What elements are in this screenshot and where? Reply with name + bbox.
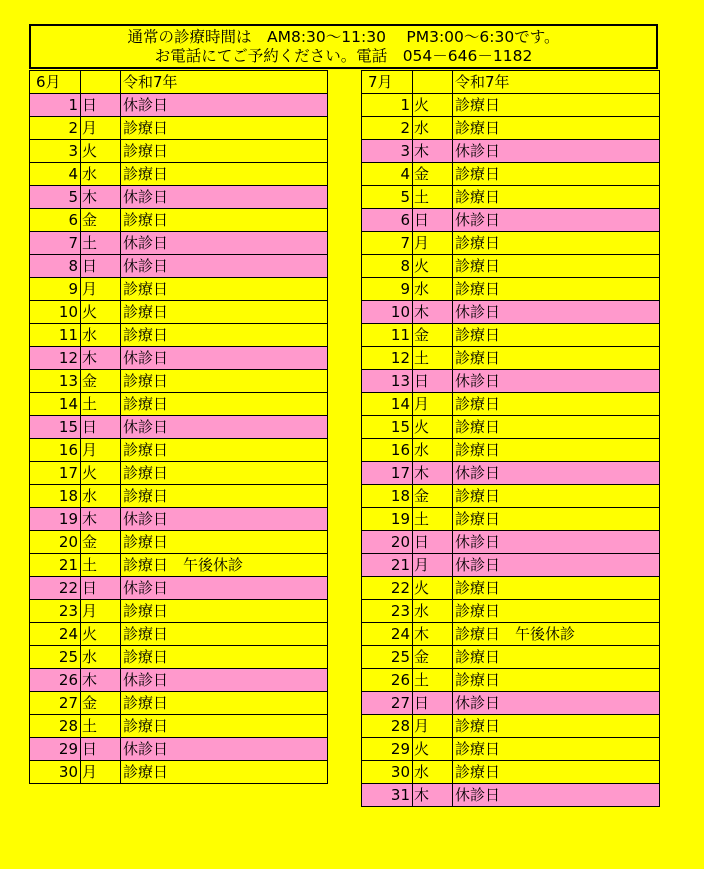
day-row xyxy=(30,232,328,255)
day-number: 11 xyxy=(362,324,413,347)
clinic-status: 診療日 xyxy=(453,186,660,209)
day-row xyxy=(362,439,660,462)
clinic-status: 休診日 xyxy=(121,508,328,531)
weekday: 木 xyxy=(81,669,121,692)
clinic-status: 診療日 xyxy=(453,324,660,347)
day-number: 3 xyxy=(30,140,81,163)
clinic-status: 休診日 xyxy=(121,669,328,692)
day-row xyxy=(362,784,660,807)
clinic-status: 診療日 xyxy=(453,508,660,531)
day-number: 22 xyxy=(30,577,81,600)
weekday: 月 xyxy=(413,232,453,255)
day-number: 5 xyxy=(362,186,413,209)
clinic-status: 診療日 xyxy=(121,485,328,508)
clinic-status: 休診日 xyxy=(121,94,328,117)
clinic-status: 休診日 xyxy=(121,186,328,209)
day-row xyxy=(362,94,660,117)
weekday: 木 xyxy=(413,784,453,807)
weekday: 金 xyxy=(81,209,121,232)
day-number: 29 xyxy=(362,738,413,761)
day-number: 16 xyxy=(30,439,81,462)
weekday: 月 xyxy=(81,117,121,140)
weekday: 木 xyxy=(81,186,121,209)
day-row xyxy=(30,416,328,439)
day-number: 29 xyxy=(30,738,81,761)
weekday: 月 xyxy=(413,393,453,416)
clinic-status: 診療日 xyxy=(453,669,660,692)
clinic-status: 診療日 xyxy=(453,439,660,462)
day-number: 20 xyxy=(362,531,413,554)
day-number: 11 xyxy=(30,324,81,347)
weekday: 日 xyxy=(81,94,121,117)
weekday: 日 xyxy=(413,370,453,393)
day-number: 14 xyxy=(362,393,413,416)
weekday: 日 xyxy=(81,255,121,278)
day-number: 15 xyxy=(30,416,81,439)
clinic-status: 休診日 xyxy=(121,577,328,600)
day-row xyxy=(362,669,660,692)
weekday: 水 xyxy=(413,761,453,784)
day-row xyxy=(30,669,328,692)
day-row xyxy=(362,600,660,623)
day-number: 25 xyxy=(362,646,413,669)
day-number: 27 xyxy=(30,692,81,715)
clinic-status: 診療日 xyxy=(453,600,660,623)
weekday: 金 xyxy=(81,370,121,393)
day-row xyxy=(362,738,660,761)
day-number: 18 xyxy=(362,485,413,508)
weekday: 日 xyxy=(81,416,121,439)
day-number: 17 xyxy=(30,462,81,485)
clinic-status: 診療日 xyxy=(453,416,660,439)
day-number: 6 xyxy=(362,209,413,232)
weekday: 木 xyxy=(413,301,453,324)
day-row xyxy=(30,738,328,761)
day-row xyxy=(30,301,328,324)
day-number: 21 xyxy=(30,554,81,577)
calendar-june xyxy=(29,70,328,784)
day-row xyxy=(362,577,660,600)
weekday: 火 xyxy=(81,623,121,646)
weekday: 木 xyxy=(413,140,453,163)
clinic-status: 診療日 xyxy=(121,140,328,163)
day-number: 13 xyxy=(362,370,413,393)
day-number: 28 xyxy=(30,715,81,738)
weekday: 木 xyxy=(81,508,121,531)
clinic-status: 診療日 xyxy=(121,715,328,738)
clinic-status: 休診日 xyxy=(121,738,328,761)
day-row xyxy=(362,508,660,531)
weekday: 火 xyxy=(413,94,453,117)
clinic-status: 診療日 xyxy=(121,531,328,554)
day-row xyxy=(30,623,328,646)
day-number: 2 xyxy=(30,117,81,140)
weekday: 火 xyxy=(81,140,121,163)
day-number: 7 xyxy=(30,232,81,255)
day-number: 13 xyxy=(30,370,81,393)
day-number: 16 xyxy=(362,439,413,462)
day-row xyxy=(30,577,328,600)
day-row xyxy=(362,209,660,232)
clinic-status: 診療日 午後休診 xyxy=(453,623,660,646)
day-row xyxy=(30,485,328,508)
weekday: 木 xyxy=(413,462,453,485)
weekday: 土 xyxy=(413,508,453,531)
clinic-status: 診療日 xyxy=(453,163,660,186)
weekday: 月 xyxy=(81,600,121,623)
clinic-status: 診療日 xyxy=(121,600,328,623)
phone-line: お電話にてご予約ください。電話 054－646－1182 xyxy=(154,47,533,65)
hours-notice xyxy=(29,24,658,69)
day-number: 1 xyxy=(362,94,413,117)
weekday: 月 xyxy=(81,439,121,462)
weekday: 土 xyxy=(81,232,121,255)
day-number: 21 xyxy=(362,554,413,577)
day-number: 15 xyxy=(362,416,413,439)
day-row xyxy=(30,600,328,623)
clinic-status: 診療日 xyxy=(121,324,328,347)
clinic-status: 診療日 xyxy=(121,209,328,232)
day-row xyxy=(30,255,328,278)
day-number: 23 xyxy=(362,600,413,623)
weekday: 水 xyxy=(81,646,121,669)
weekday: 月 xyxy=(413,554,453,577)
clinic-status: 診療日 xyxy=(121,301,328,324)
weekday: 金 xyxy=(81,692,121,715)
month-label: 6月 xyxy=(30,71,81,94)
day-row xyxy=(362,416,660,439)
weekday-header-cell xyxy=(413,71,453,94)
weekday: 土 xyxy=(413,669,453,692)
clinic-status: 休診日 xyxy=(453,462,660,485)
weekday: 土 xyxy=(81,554,121,577)
weekday: 金 xyxy=(81,531,121,554)
weekday: 土 xyxy=(81,715,121,738)
clinic-status: 診療日 xyxy=(453,278,660,301)
day-row xyxy=(30,531,328,554)
weekday: 金 xyxy=(413,324,453,347)
weekday: 火 xyxy=(413,577,453,600)
day-number: 24 xyxy=(30,623,81,646)
day-number: 19 xyxy=(362,508,413,531)
day-row xyxy=(30,163,328,186)
weekday: 水 xyxy=(81,163,121,186)
clinic-status: 診療日 xyxy=(121,692,328,715)
weekday: 火 xyxy=(81,462,121,485)
clinic-status: 診療日 xyxy=(453,94,660,117)
day-row xyxy=(362,301,660,324)
weekday: 水 xyxy=(413,278,453,301)
day-row xyxy=(362,186,660,209)
day-row xyxy=(362,370,660,393)
clinic-status: 診療日 xyxy=(121,439,328,462)
month-label: 7月 xyxy=(362,71,413,94)
clinic-status: 診療日 xyxy=(121,370,328,393)
day-row xyxy=(30,117,328,140)
clinic-status: 診療日 xyxy=(121,646,328,669)
day-row xyxy=(362,623,660,646)
clinic-status: 診療日 xyxy=(453,347,660,370)
clinic-status: 診療日 xyxy=(121,393,328,416)
day-row xyxy=(30,370,328,393)
day-number: 4 xyxy=(30,163,81,186)
clinic-status: 休診日 xyxy=(121,416,328,439)
clinic-status: 休診日 xyxy=(453,784,660,807)
day-number: 14 xyxy=(30,393,81,416)
clinic-status: 休診日 xyxy=(453,554,660,577)
day-number: 9 xyxy=(362,278,413,301)
day-number: 12 xyxy=(362,347,413,370)
day-number: 4 xyxy=(362,163,413,186)
day-number: 26 xyxy=(362,669,413,692)
day-row xyxy=(362,761,660,784)
weekday: 日 xyxy=(413,692,453,715)
clinic-status: 休診日 xyxy=(453,140,660,163)
day-row xyxy=(30,278,328,301)
day-row xyxy=(362,324,660,347)
day-number: 17 xyxy=(362,462,413,485)
day-row xyxy=(362,485,660,508)
day-number: 23 xyxy=(30,600,81,623)
clinic-status: 診療日 xyxy=(121,761,328,784)
weekday: 日 xyxy=(81,738,121,761)
era-year-label: 令和7年 xyxy=(121,71,328,94)
weekday: 金 xyxy=(413,646,453,669)
weekday: 月 xyxy=(413,715,453,738)
weekday: 火 xyxy=(413,416,453,439)
day-row xyxy=(362,715,660,738)
clinic-status: 休診日 xyxy=(453,531,660,554)
clinic-status: 休診日 xyxy=(121,255,328,278)
calendar-july xyxy=(361,70,660,807)
day-number: 5 xyxy=(30,186,81,209)
clinic-status: 診療日 xyxy=(453,715,660,738)
clinic-status: 診療日 xyxy=(453,761,660,784)
clinic-status: 診療日 xyxy=(121,117,328,140)
day-number: 24 xyxy=(362,623,413,646)
weekday: 水 xyxy=(413,439,453,462)
day-number: 3 xyxy=(362,140,413,163)
day-number: 1 xyxy=(30,94,81,117)
day-row xyxy=(30,140,328,163)
day-row xyxy=(30,715,328,738)
weekday: 水 xyxy=(81,485,121,508)
day-row xyxy=(30,324,328,347)
day-number: 30 xyxy=(30,761,81,784)
day-row xyxy=(362,462,660,485)
weekday: 月 xyxy=(81,278,121,301)
weekday: 火 xyxy=(413,738,453,761)
day-row xyxy=(362,140,660,163)
weekday: 木 xyxy=(81,347,121,370)
clinic-status: 休診日 xyxy=(453,301,660,324)
day-number: 27 xyxy=(362,692,413,715)
day-row xyxy=(362,347,660,370)
weekday: 水 xyxy=(413,117,453,140)
clinic-status: 診療日 xyxy=(453,393,660,416)
day-row xyxy=(362,255,660,278)
month-header-row xyxy=(362,71,660,94)
weekday: 土 xyxy=(413,186,453,209)
day-row xyxy=(362,531,660,554)
day-row xyxy=(30,186,328,209)
day-number: 9 xyxy=(30,278,81,301)
day-number: 6 xyxy=(30,209,81,232)
day-row xyxy=(30,347,328,370)
weekday: 日 xyxy=(81,577,121,600)
day-number: 31 xyxy=(362,784,413,807)
weekday: 金 xyxy=(413,485,453,508)
day-row xyxy=(362,232,660,255)
day-number: 20 xyxy=(30,531,81,554)
clinic-status: 診療日 xyxy=(121,163,328,186)
day-row xyxy=(30,94,328,117)
era-year-label: 令和7年 xyxy=(453,71,660,94)
weekday: 日 xyxy=(413,209,453,232)
clinic-status: 診療日 xyxy=(121,278,328,301)
day-number: 10 xyxy=(30,301,81,324)
day-row xyxy=(30,393,328,416)
clinic-status: 診療日 xyxy=(453,117,660,140)
day-number: 26 xyxy=(30,669,81,692)
weekday: 月 xyxy=(81,761,121,784)
day-number: 28 xyxy=(362,715,413,738)
weekday: 金 xyxy=(413,163,453,186)
clinic-status: 診療日 xyxy=(121,462,328,485)
day-number: 8 xyxy=(362,255,413,278)
month-header-row xyxy=(30,71,328,94)
day-number: 10 xyxy=(362,301,413,324)
day-number: 25 xyxy=(30,646,81,669)
clinic-status: 休診日 xyxy=(453,692,660,715)
weekday: 火 xyxy=(81,301,121,324)
weekday-header-cell xyxy=(81,71,121,94)
weekday: 水 xyxy=(413,600,453,623)
day-row xyxy=(362,163,660,186)
day-row xyxy=(30,692,328,715)
day-number: 8 xyxy=(30,255,81,278)
clinic-status: 診療日 xyxy=(121,623,328,646)
day-row xyxy=(30,209,328,232)
weekday: 木 xyxy=(413,623,453,646)
day-row xyxy=(362,393,660,416)
day-row xyxy=(30,761,328,784)
weekday: 火 xyxy=(413,255,453,278)
clinic-status: 診療日 xyxy=(453,646,660,669)
day-row xyxy=(30,462,328,485)
clinic-status: 休診日 xyxy=(121,347,328,370)
day-number: 19 xyxy=(30,508,81,531)
day-row xyxy=(362,117,660,140)
day-row xyxy=(30,646,328,669)
hours-line: 通常の診療時間は AM8:30～11:30 PM3:00～6:30です。 xyxy=(127,28,560,46)
day-number: 30 xyxy=(362,761,413,784)
clinic-status: 診療日 xyxy=(453,485,660,508)
weekday: 土 xyxy=(413,347,453,370)
clinic-status: 診療日 午後休診 xyxy=(121,554,328,577)
clinic-status: 休診日 xyxy=(453,209,660,232)
day-number: 12 xyxy=(30,347,81,370)
clinic-status: 診療日 xyxy=(453,255,660,278)
day-row xyxy=(362,554,660,577)
day-row xyxy=(30,508,328,531)
day-row xyxy=(362,646,660,669)
day-row xyxy=(30,439,328,462)
day-row xyxy=(362,692,660,715)
day-number: 22 xyxy=(362,577,413,600)
day-row xyxy=(362,278,660,301)
clinic-status: 休診日 xyxy=(453,370,660,393)
day-number: 7 xyxy=(362,232,413,255)
clinic-status: 診療日 xyxy=(453,232,660,255)
day-row xyxy=(30,554,328,577)
clinic-status: 休診日 xyxy=(121,232,328,255)
clinic-status: 診療日 xyxy=(453,738,660,761)
day-number: 18 xyxy=(30,485,81,508)
weekday: 土 xyxy=(81,393,121,416)
day-number: 2 xyxy=(362,117,413,140)
clinic-status: 診療日 xyxy=(453,577,660,600)
weekday: 水 xyxy=(81,324,121,347)
weekday: 日 xyxy=(413,531,453,554)
